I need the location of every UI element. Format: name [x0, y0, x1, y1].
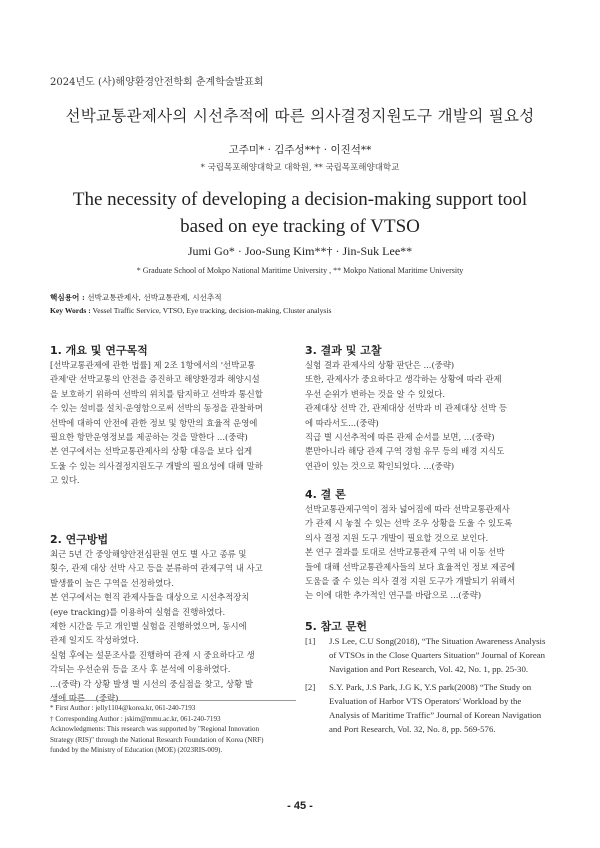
text-line: 본 연구 결과를 토대로 선박교통관제 구역 내 이동 선박 — [305, 547, 505, 558]
reference-1-number: [1] — [305, 636, 316, 646]
section-2-heading: 2. 연구방법 — [50, 533, 109, 546]
english-affiliation: * Graduate School of Mokpo National Maritime University , ** Mokpo National Maritime University — [136, 266, 464, 275]
english-title-line-1: The necessity of developing a decision-making support tool — [72, 189, 528, 210]
text-line: [선박교통관제에 관한 법률] 제 2조 1항에서의 '선박교통 — [50, 360, 256, 370]
conference-header: 2024년도 (사)해양환경안전학회 춘계학술발표회 — [50, 77, 264, 88]
text-line: 또한, 관제사가 중요하다고 생각하는 상황에 따라 관제 — [305, 374, 502, 385]
section-1-heading: 1. 개요 및 연구목적 — [50, 344, 148, 357]
korean-title: 선박교통관제사의 시선추적에 따른 의사결정지원도구 개발의 필요성 — [65, 107, 535, 125]
text-line: (eye tracking)를 이용하여 실험을 진행하였다. — [50, 606, 226, 617]
text-line: 본 연구에서는 현직 관제사들을 대상으로 시선추적장치 — [50, 592, 250, 603]
english-authors: Jumi Go* · Joo-Sung Kim**† · Jin-Suk Lee** — [187, 244, 413, 258]
section-3-body — [305, 358, 555, 473]
english-title-line-2: based on eye tracking of VTSO — [180, 216, 420, 237]
section-4-heading: 4. 결 론 — [305, 488, 346, 501]
text-line: Acknowledgments: This research was supported by "Regional Innovation — [50, 725, 260, 733]
reference-1 — [305, 634, 555, 677]
text-line: 선박에 대하여 안전에 관한 정보 및 항만의 효율적 운영에 — [50, 417, 258, 428]
text-line: 관제 일지도 작성하였다. — [50, 635, 139, 646]
section-3-heading: 3. 결과 및 고찰 — [305, 344, 382, 357]
text-line: 제한 시간을 두고 개인별 실험을 진행하였으며, 동시에 — [50, 621, 247, 632]
page-number: - 45 - — [287, 800, 313, 812]
english-keywords — [50, 306, 331, 315]
text-line: and Port Research, Vol. 32, No. 8, pp. 569-576. — [329, 724, 496, 735]
text-line: 연관이 있는 것으로 확인되었다. ...(중략) — [305, 460, 455, 471]
text-line: 관제'란 선박교통의 안전을 증진하고 해양환경과 해양시설 — [50, 374, 260, 385]
section-5-heading: 5. 참고 문헌 — [305, 620, 367, 633]
text-line: 최근 5년 간 중앙해양안전심판원 연도 별 사고 종류 및 — [50, 549, 247, 559]
text-line: Analysis of Maritime Traffic” Journal of Korean Navigation — [329, 710, 542, 721]
text-line: 선박교통관제구역이 점차 넓어짐에 따라 선박교통관제사 — [305, 504, 510, 514]
english-keywords-text: Vessel Traffic Service, VTSO, Eye tracking, decision-making, Cluster analysis — [90, 306, 332, 315]
reference-2-text — [329, 680, 555, 737]
text-line: 에 따라서도...(중략) — [305, 417, 379, 428]
text-line: J.S Lee, C.U Song(2018), “The Situation Awareness Analysis — [329, 636, 546, 646]
text-line: funded by the Ministry of Education (MOE) (2023RIS-009). — [50, 746, 223, 754]
text-line: 필요한 항만운영정보를 제공하는 것을 말한다 ...(중략) — [50, 432, 248, 443]
text-line: Strategy (RIS)" through the National Research Foundation of Korea (NRF) — [50, 735, 264, 744]
references — [305, 634, 555, 736]
text-line: 고 있다. — [50, 475, 80, 486]
english-title — [0, 186, 600, 240]
reference-2 — [305, 680, 555, 737]
text-line: 의사 결정 지원 도구 개발이 필요할 것으로 보인다. — [305, 532, 489, 543]
korean-affiliation: * 국립목포해양대학교 대학원, ** 국립목포해양대학교 — [200, 163, 400, 173]
section-4-body — [305, 502, 555, 603]
text-line: 횟수, 관제 대상 선박 사고 등을 분류하여 관제구역 내 사고 — [50, 563, 263, 574]
text-line: 들에 대해 선박교통관제사들의 보다 효율적인 정보 제공에 — [305, 561, 516, 572]
korean-keywords-text: 선박교통관제사, 선박교통관제, 시선추적 — [84, 293, 222, 302]
section-1-body — [50, 358, 296, 488]
korean-authors: 고주미* · 김주성**† · 이진석** — [228, 144, 372, 156]
text-line: 각되는 우선순위 등을 조사 후 분석에 이용하였다. — [50, 664, 231, 675]
text-line: * First Author : jelly1104@korea.kr, 061-240-7193 — [50, 704, 196, 712]
text-line: 발생률이 높은 구역을 선정하였다. — [50, 577, 174, 588]
text-line: 관제대상 선박 간, 관제대상 선박과 비 관제대상 선박 등 — [305, 403, 507, 414]
text-line: Evaluation of Harbor VTS Operators' Workload by the — [329, 695, 522, 706]
text-line: 가 관제 시 놓칠 수 있는 선박 조우 상황을 도울 수 있도록 — [305, 518, 513, 529]
text-line: 직급 별 시선추적에 따른 관제 순서를 보면, ...(중략) — [305, 432, 495, 443]
text-line: 는 이에 대한 추가적인 연구를 바랍으로 ...(중략) — [305, 590, 482, 601]
reference-1-text — [329, 634, 555, 677]
text-line: Navigation and Port Research, Vol. 42, No. 1, pp. 25-30. — [329, 664, 529, 675]
text-line: 수 있는 설비를 설치·운영함으로써 선박의 동정을 관찰하며 — [50, 403, 263, 414]
text-line: ...(중략) 각 상황 발생 별 시선의 중심점을 찾고, 상황 발 — [50, 678, 253, 689]
footnotes — [50, 703, 296, 756]
text-line: 우선 순위가 변하는 것을 알 수 있었다. — [305, 388, 445, 399]
korean-keywords-label: 핵심용어 : — [50, 293, 85, 302]
text-line: 도움을 줄 수 있는 의사 결정 지원 도구가 개발되기 위해서 — [305, 576, 516, 587]
english-keywords-label: Key Words : — [50, 306, 91, 315]
section-2-body — [50, 547, 296, 705]
text-line: 을 보호하기 위하여 선박의 위치를 탐지하고 선박과 통신할 — [50, 388, 263, 399]
text-line: † Corresponding Author : jskim@mmu.ac.kr, 061-240-7193 — [50, 714, 221, 723]
text-line: 실험 후에는 설문조사를 진행하여 관제 시 중요하다고 생 — [50, 649, 255, 660]
text-line: 생에 따른 ...(중략) — [50, 693, 119, 704]
footnote-divider — [50, 700, 296, 701]
text-line: 실험 결과 관제사의 상황 판단은 ...(중략) — [305, 360, 455, 370]
text-line: 뿐만아니라 해당 관제 구역 경험 유무 등의 배경 지식도 — [305, 446, 505, 457]
reference-2-number: [2] — [305, 681, 316, 692]
text-line: 도울 수 있는 의사결정지원도구 개발의 필요성에 대해 말하 — [50, 460, 263, 471]
text-line: 본 연구에서는 선박교통관제사의 상황 대응을 보다 쉽게 — [50, 446, 253, 457]
text-line: of VTSOs in the Close Quarters Situation” Journal of Korean — [329, 650, 546, 661]
korean-keywords — [50, 292, 222, 303]
text-line: S.Y. Park, J.S Park, J.G K, Y.S park(2008) “The Study on — [329, 681, 532, 692]
